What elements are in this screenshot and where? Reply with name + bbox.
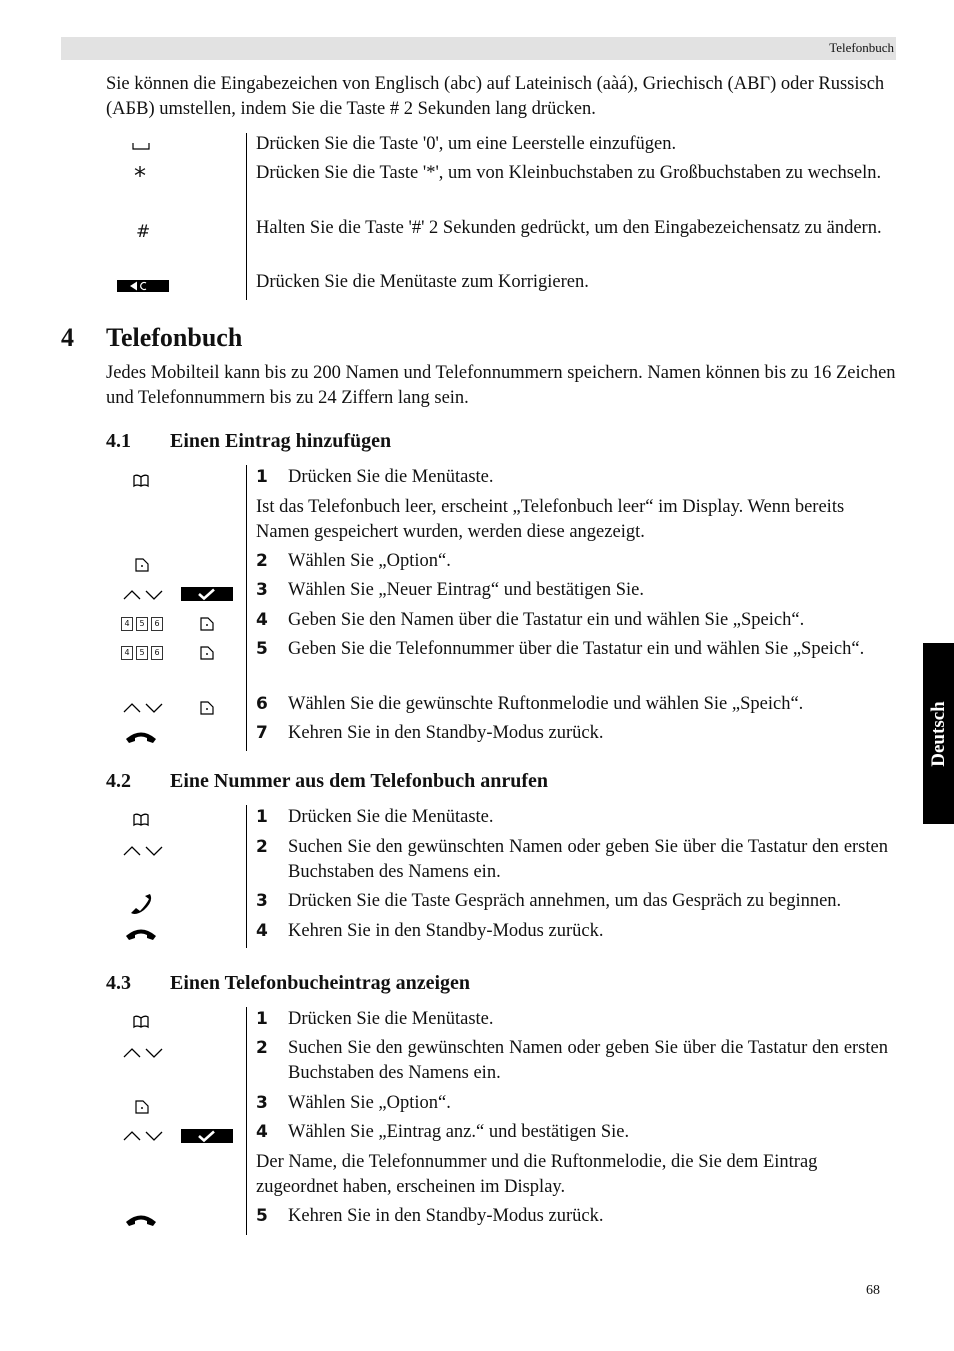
- step-number: 1: [256, 1009, 268, 1029]
- step-text: Drücken Sie die Menütaste.: [288, 467, 494, 487]
- step-number: 2: [256, 837, 268, 857]
- hash-icon: #: [136, 222, 151, 242]
- keypad-keys-icon: [121, 617, 163, 631]
- step-number: 5: [256, 639, 268, 659]
- subsection-number-4-1: 4.1: [106, 430, 131, 452]
- navigation-arrows-icon: [122, 1045, 164, 1059]
- step-number: 2: [256, 1038, 268, 1058]
- step-text: Wählen Sie „Option“.: [288, 551, 451, 571]
- key-star-text: Drücken Sie die Taste '*', um von Kleinbuchstaben zu Großbuchstaben zu wechseln.: [256, 163, 882, 183]
- star-icon: *: [134, 162, 146, 190]
- keypad-key: 5: [136, 617, 148, 631]
- step-text: Drücken Sie die Menütaste.: [288, 1009, 494, 1029]
- step-text: Wählen Sie „Neuer Eintrag“ und bestätigen Sie.: [288, 580, 644, 600]
- step-number: 7: [256, 723, 268, 743]
- backspace-icon: [117, 280, 169, 292]
- keypad-key: 6: [151, 617, 163, 631]
- section-intro: Jedes Mobilteil kann bis zu 200 Namen und Telefonnummern speichern. Namen können bis zu 16 Zeichen und Telefonnummern bis zu 24 Ziffern lang sein.: [106, 363, 896, 408]
- confirm-check-icon: [181, 1129, 233, 1143]
- phonebook-icon: [132, 1015, 150, 1029]
- step-text: Suchen Sie den gewünschten Namen oder geben Sie über die Tastatur den ersten Buchstaben des Namens ein.: [288, 1038, 888, 1083]
- running-header: [61, 37, 896, 60]
- step-number: 4: [256, 1122, 268, 1142]
- navigation-arrows-icon: [122, 700, 164, 714]
- navigation-arrows-icon: [122, 843, 164, 857]
- subsection-number-4-3: 4.3: [106, 972, 131, 994]
- step-text: Drücken Sie die Menütaste.: [288, 807, 494, 827]
- subsection-title-4-2: Eine Nummer aus dem Telefonbuch anrufen: [170, 770, 549, 792]
- page-number: 68: [866, 1283, 880, 1298]
- keypad-key: 4: [121, 646, 133, 660]
- running-header-title: Telefonbuch: [829, 40, 894, 55]
- step-number: 1: [256, 467, 268, 487]
- step-text: Geben Sie den Namen über die Tastatur ein und wählen Sie „Speich“.: [288, 610, 805, 630]
- steps-divider-4-2: [246, 805, 247, 948]
- space-icon: [132, 141, 150, 151]
- navigation-arrows-icon: [122, 587, 164, 601]
- section-number: 4: [61, 323, 74, 352]
- phonebook-icon: [132, 813, 150, 827]
- intro-paragraph: Sie können die Eingabezeichen von Englisch (abc) auf Lateinisch (aàá), Griechisch (ΑΒΓ) oder Russisch (АБВ) umstellen, indem Sie die Taste # 2 Sekunden lang drücken.: [106, 74, 885, 119]
- step-note: Der Name, die Telefonnummer und die Ruftonmelodie, die Sie dem Eintrag zugeordnet haben, erscheinen im Display.: [256, 1152, 818, 1197]
- steps-divider-4-3: [246, 1007, 247, 1235]
- subsection-title-4-1: Einen Eintrag hinzufügen: [170, 430, 392, 452]
- step-number: 3: [256, 1093, 268, 1113]
- navigation-arrows-icon: [122, 1128, 164, 1142]
- key-space-text: Drücken Sie die Taste '0', um eine Leerstelle einzufügen.: [256, 134, 677, 154]
- step-text: Suchen Sie den gewünschten Namen oder geben Sie über die Tastatur den ersten Buchstaben des Namens ein.: [288, 837, 888, 882]
- section-title: Telefonbuch: [106, 323, 243, 352]
- key-hash-text: Halten Sie die Taste '#' 2 Sekunden gedrückt, um den Eingabezeichensatz zu ändern.: [256, 218, 882, 238]
- step-number: 4: [256, 921, 268, 941]
- keypad-key: 6: [151, 646, 163, 660]
- confirm-check-icon: [181, 587, 233, 601]
- keypad-key: 4: [121, 617, 133, 631]
- step-number: 2: [256, 551, 268, 571]
- end-call-icon: [124, 926, 158, 942]
- softkey-left-icon: [135, 558, 149, 572]
- steps-divider-4-1: [246, 465, 247, 751]
- language-tab: [923, 643, 954, 824]
- keypad-key: 5: [136, 646, 148, 660]
- step-text: Geben Sie die Telefonnummer über die Tastatur ein und wählen Sie „Speich“.: [288, 639, 865, 659]
- step-text: Wählen Sie „Eintrag anz.“ und bestätigen Sie.: [288, 1122, 630, 1142]
- step-note: Ist das Telefonbuch leer, erscheint „Telefonbuch leer“ im Display. Wenn bereits Namen gespeichert wurden, werden diese angezeigt.: [256, 497, 845, 542]
- call-answer-icon: [128, 893, 154, 915]
- phonebook-icon: [132, 474, 150, 488]
- step-text: Wählen Sie „Option“.: [288, 1093, 451, 1113]
- softkey-right-icon: [200, 617, 214, 631]
- softkey-left-icon: [135, 1100, 149, 1114]
- step-text: Wählen Sie die gewünschte Ruftonmelodie und wählen Sie „Speich“.: [288, 694, 804, 714]
- key-table-divider: [246, 133, 247, 300]
- end-call-icon: [124, 1212, 158, 1228]
- keypad-keys-icon: [121, 646, 163, 660]
- step-number: 1: [256, 807, 268, 827]
- subsection-number-4-2: 4.2: [106, 770, 131, 792]
- step-text: Kehren Sie in den Standby-Modus zurück.: [288, 921, 604, 941]
- step-number: 3: [256, 580, 268, 600]
- step-number: 5: [256, 1206, 268, 1226]
- step-number: 6: [256, 694, 268, 714]
- end-call-icon: [124, 729, 158, 745]
- key-back-text: Drücken Sie die Menütaste zum Korrigieren.: [256, 272, 589, 292]
- step-text: Kehren Sie in den Standby-Modus zurück.: [288, 723, 604, 743]
- softkey-right-icon: [200, 701, 214, 715]
- step-number: 4: [256, 610, 268, 630]
- step-number: 3: [256, 891, 268, 911]
- softkey-right-icon: [200, 646, 214, 660]
- step-text: Drücken Sie die Taste Gespräch annehmen, um das Gespräch zu beginnen.: [288, 891, 842, 911]
- step-text: Kehren Sie in den Standby-Modus zurück.: [288, 1206, 604, 1226]
- subsection-title-4-3: Einen Telefonbucheintrag anzeigen: [170, 972, 471, 994]
- language-tab-label: Deutsch: [927, 700, 949, 767]
